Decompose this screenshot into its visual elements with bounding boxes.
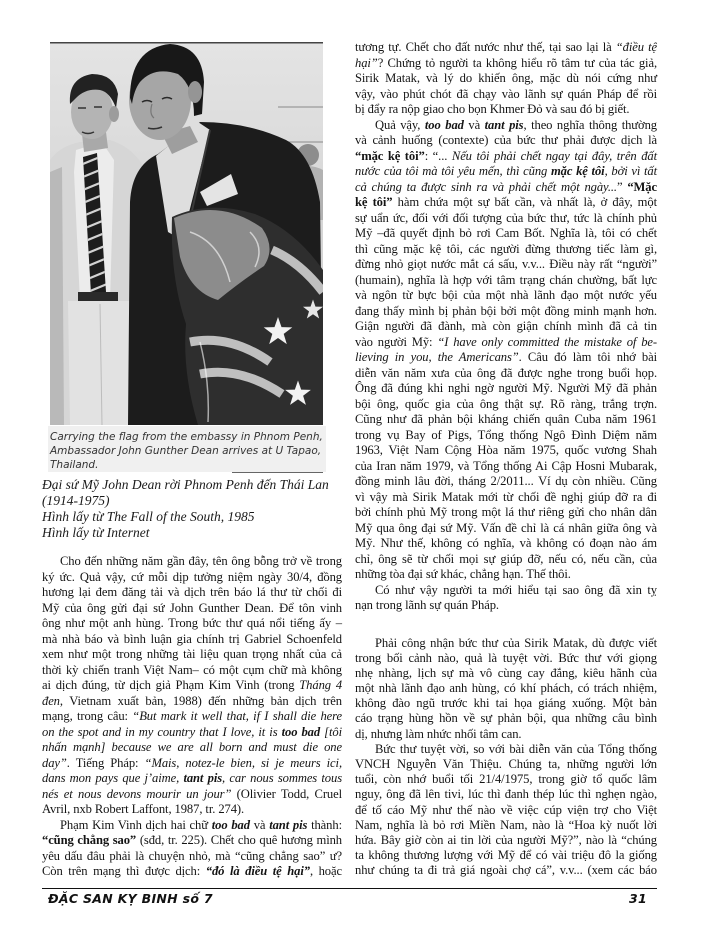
text-line [355, 273, 657, 289]
text-run: dị, nhưng làm nhức nhối tâm can. [355, 726, 522, 741]
text-line [355, 381, 657, 397]
text-run: thời kỳ chiến tranh Việt Nam– có một cụm chữ mà không [42, 662, 342, 677]
credit-line: Hình lấy từ Internet [42, 525, 150, 540]
text-line [355, 803, 657, 818]
text-run: diễn văn năm xưa của ông đã được nghe trong buổi họp. [355, 365, 657, 380]
text-line [42, 663, 342, 679]
text-run: Mỹ. Như thế, không có nghĩa, và không có đoạn nào ám [355, 536, 657, 550]
text-run: nhẹ nhàng, lịch sự mà vô cùng cay đắng, kiêu hãnh của [355, 665, 657, 680]
text-run: Nếu tôi phải chết ngay tại đây, trên đất [451, 148, 657, 163]
text-line [355, 583, 657, 599]
text-run: sự uẩn ức, đối với đối tượng của bức thư, tức là chính phủ [355, 210, 657, 225]
text-run: nés et nous devons mourir un jour” [42, 786, 232, 801]
paragraph [355, 636, 657, 742]
text-run: Còn trên mạng thì được dịch: [42, 864, 206, 878]
text-line [355, 727, 657, 742]
text-run: nạn trong lãnh sự quán Pháp. [355, 598, 499, 612]
text-run: đen [42, 693, 60, 708]
text-run: Phải công nhận bức thư của Sirik Matak, dù được viết [375, 635, 657, 650]
text-run: ” [616, 179, 628, 194]
text-line [355, 71, 657, 87]
text-run: . Tiếng Pháp: [66, 755, 145, 770]
text-run: “Mặc [627, 179, 657, 194]
credit-line: Đại sứ Mỹ John Dean rời Phnom Penh đến Thái Lan [42, 477, 329, 492]
caption-line: Thailand. [50, 459, 99, 471]
text-line [355, 335, 657, 351]
text-line [355, 567, 657, 583]
text-run: Giận người đã đành, mà còn giận chính mình đã cả tin [355, 319, 657, 333]
text-run: mạng, trong câu: [42, 709, 133, 723]
text-run: “I have only committed the mistake of be- [437, 334, 657, 349]
photo-credit [42, 477, 342, 541]
text-line [355, 863, 657, 878]
text-run: Mỹ –đã quyết định bỏ rơi Cam Bốt. Nghĩa là, tôi có chết [355, 226, 657, 240]
text-run: hương lại đem đăng tải và dịch trên báo lá thư từ chối đi [42, 585, 342, 599]
text-run: đừng nhỏ giọt nước mắt cá sấu, v.v... Điều này rất “người” [355, 257, 657, 271]
text-line [355, 536, 657, 552]
paragraph [355, 583, 657, 614]
publication-title: ĐẶC SAN KỴ BINH số 7 [48, 891, 213, 906]
text-run: on the spot and in my country that I love, it is [42, 724, 282, 739]
text-line [355, 211, 657, 227]
text-run: nước của tôi mà tôi yêu mến, thì cũng [355, 164, 551, 178]
text-line [355, 164, 657, 180]
text-run: “But mark it well that, if I shall die here [132, 709, 342, 723]
text-run: mặc kệ tôi [550, 164, 605, 178]
text-line [355, 696, 657, 711]
text-line [355, 552, 657, 568]
text-run: và [463, 117, 485, 132]
text-line [355, 833, 657, 848]
text-run: “điều tệ [615, 40, 657, 54]
text-run: cả chúng ta được sinh ra và phải chết một ngày... [355, 179, 617, 194]
text-line [355, 443, 657, 459]
text-run: vì vậy mà Sirik Matak mới từ chối đề nghị giúp đỡ ra đi [355, 489, 657, 504]
text-line [355, 742, 657, 757]
text-run: ký ức. Quả vậy, cứ mỗi dịp tưởng niệm ngày 30/4, đồng [42, 569, 342, 584]
text-run: : “... [424, 148, 452, 163]
text-line [355, 319, 657, 335]
footer-rule [42, 888, 657, 889]
text-run: Ông đã đúng khi nghi ngờ người Mỹ. Người Mỹ đã phản [355, 381, 657, 395]
text-run: Bức thư tuyệt vời, so với bài diễn văn của Tổng thống [375, 741, 657, 756]
text-run: và ngôn từ bực bội của một nhà lãnh đạo một nước yếu [355, 288, 657, 302]
text-run: nhấn mạnh] because we are all born and must die one [42, 740, 342, 754]
text-run: too bad [281, 724, 321, 739]
credit-line: Hình lấy từ The Fall of the South, 1985 [42, 509, 255, 524]
text-run: ta không thương lượng với Mỹ để có vài triệu đô la giống [355, 848, 657, 863]
text-line [42, 771, 342, 787]
text-line [355, 304, 657, 320]
text-run: trong vụ Bay of Pigs, Tổng thống Ngô Đình Diệm năm [355, 427, 657, 442]
text-run: không đào ngũ trước khi tai họa giáng xuống. Một bản [355, 696, 657, 711]
text-line [355, 257, 657, 273]
text-run: và cảnh huống (contexte) của bức thư phải được dịch là [355, 133, 657, 147]
text-run: day” [42, 755, 67, 770]
text-line [355, 242, 657, 258]
text-run: (sđd, tr. 225). Chết cho quê hương mình [136, 833, 342, 847]
text-run: [tôi [320, 724, 342, 739]
paragraph [42, 818, 342, 880]
text-run: ông như một anh hùng. Trong bức thư quá nổi tiếng ấy – [42, 616, 342, 630]
text-line [42, 632, 342, 648]
text-run: hàm chứa một sự bất cần, và nhất là, ở đây, một [392, 195, 657, 209]
text-line [355, 636, 657, 651]
text-line [355, 651, 657, 666]
caption-line: Carrying the flag from the embassy in Phnom Penh, [50, 431, 323, 443]
text-run: , bởi vì tất [604, 164, 657, 178]
text-line [42, 616, 342, 632]
credit-line: (1914-1975) [42, 493, 110, 508]
text-run: yêu dấu đâu phải là chuyện nhỏ, mà “cũng chẳng sao” ư? [42, 848, 342, 863]
text-line [355, 102, 657, 118]
text-run: vào người Mỹ: [355, 334, 438, 349]
text-run: Cho đến những năm gần đây, tên ông bỗng trở về trong [60, 554, 342, 568]
text-line [42, 787, 342, 803]
text-line [355, 195, 657, 211]
paragraph [355, 118, 657, 583]
text-line [42, 694, 342, 710]
photo-caption [48, 426, 326, 472]
text-line [355, 772, 657, 787]
text-run: (humain), nghĩa là hợp với tâm trạng chán chường, bất lực [355, 272, 657, 287]
text-line [355, 412, 657, 428]
text-run: tant pis [269, 817, 308, 832]
photo-top-border [50, 42, 323, 44]
text-run: như chúng ta đi trả giá ngoài chợ cá”, v.v... (xem các báo [355, 863, 657, 878]
text-line [42, 601, 342, 617]
text-run: (Olivier Todd, Cruel [231, 786, 342, 801]
paragraph [42, 554, 342, 818]
text-line [355, 56, 657, 72]
text-run: cáo trạng hùng hồn về sự phản bội, qua những câu bình [355, 711, 657, 726]
text-line [355, 428, 657, 444]
text-run: đang thấy mình bị phản bội bởi một đồng minh mạnh hơn. [355, 303, 657, 318]
text-run: Quả vậy, [375, 117, 425, 132]
photo [50, 42, 323, 425]
text-run: dans mon pays que j’aime, [42, 771, 184, 785]
text-run: Có như vậy người ta mới hiểu tại sao ông đã xin tỵ [375, 582, 657, 597]
ear [109, 106, 119, 122]
text-run: . Câu đó làm tôi nhớ bài [518, 350, 657, 364]
text-run: hứa. Bây giờ còn ai tin lời của người Mỹ?”, nào là “chúng [355, 832, 657, 847]
text-run: đồng minh lâu đời, tháng 2/2011... Ví dụ còn nhiều. Cũng [355, 474, 657, 488]
text-run: tant pis [484, 117, 524, 132]
text-line [355, 118, 657, 134]
text-run: thì cũng mặc kệ tôi, các người đừng thương tiếc làm gì, [355, 241, 657, 256]
text-run: Avril, nxb Robert Laffont, 1987, tr. 274). [42, 802, 245, 816]
text-run: “Mais, notez-le bien, si je meurs ici, [144, 755, 342, 770]
text-line [355, 87, 657, 103]
text-line [355, 288, 657, 304]
text-line [355, 490, 657, 506]
text-line [355, 505, 657, 521]
text-run: tant pis [183, 771, 223, 785]
text-run: để tố cáo Mỹ như thế nào về việc cúp viện trợ cho Việt [355, 802, 657, 817]
text-line [355, 133, 657, 149]
text-line [42, 849, 342, 865]
text-run: một nhà lãnh đạo anh hùng, có khí phách, có trách nhiệm, [355, 681, 657, 696]
page-number: 31 [629, 891, 647, 906]
text-line [355, 459, 657, 475]
text-run: Sirik Matak, và lý do khiến ông, mặc dù nói cứng như [355, 71, 657, 85]
text-line [355, 681, 657, 696]
text-run: , car nous sommes tous [222, 771, 342, 785]
text-line [355, 366, 657, 382]
text-line [42, 864, 342, 880]
text-line [42, 818, 342, 834]
text-run: Phạm Kim Vinh dịch hai chữ [60, 817, 212, 832]
text-line [355, 180, 657, 196]
text-run: ai dịch đúng, từ dịch giả Phạm Kim Vinh (trong [42, 678, 300, 692]
text-run: tuổi, còn nhớ buổi tối 21/4/1975, trong giờ tổ quốc lâm [355, 772, 657, 787]
text-line [355, 598, 657, 614]
text-run: VNCH Nguyễn Văn Thiệu. Chúng ta, những người lớn [355, 757, 657, 771]
text-run: hại” [355, 55, 378, 70]
text-run: Cũng như đã phản bội kháng chiến quân Cuba năm 1961 [355, 412, 657, 426]
ear [188, 81, 202, 103]
text-run: ? Chứng tỏ người ta không hiểu rõ tâm tư của tác giả, [377, 55, 657, 70]
text-run: xem như một trong những tài liệu quan trọng nhất của cả [42, 647, 342, 661]
text-line [42, 678, 342, 694]
text-line [355, 226, 657, 242]
text-run: , Vietnam xuất bản, 1988) đến những bản dịch trên [59, 693, 342, 708]
text-run: thành: [307, 817, 342, 832]
text-run: , theo nghĩa thông thường [523, 117, 657, 132]
text-line [355, 757, 657, 772]
text-line [42, 709, 342, 725]
text-run: trong bối cảnh nào, quả là tuyệt vời. Bức thư với giọng [355, 650, 657, 665]
text-run: “đó là điều tệ hại” [205, 864, 310, 878]
text-line [42, 554, 342, 570]
text-run: những tòa đại sứ khác, chẳng hạn. Thế thôi. [355, 567, 571, 581]
text-run: mà nhà báo và bình luận gia chính trị Gabriel Schoenfeld [42, 631, 342, 646]
text-run: bị đẩy ra nộp giao cho bọn Khmer Đỏ và sau đó bị giết. [355, 102, 630, 116]
text-line [42, 570, 342, 586]
text-line [355, 521, 657, 537]
text-run: “cũng chẳng sao” [42, 833, 137, 847]
text-line [355, 848, 657, 863]
text-line [42, 740, 342, 756]
article-column-left [42, 554, 342, 880]
text-line [355, 149, 657, 165]
article-column-right [355, 40, 657, 879]
text-run: Mỹ của ông gửi đại sứ John Gunther Dean. Để tôn vinh [42, 600, 342, 615]
text-line [355, 397, 657, 413]
text-run: chỉ, ông sẽ từ chối mọi sự giúp đỡ, nếu có, nếu cần, của [355, 551, 657, 566]
text-run: tương tự. Chết cho đất nước như thế, tại sao lại là [355, 40, 616, 54]
text-run: của Iran năm 1979, và Tổng thống Ai Cập Hosni Mubarak, [355, 458, 657, 473]
text-run: too bad [211, 817, 250, 832]
text-run: kệ tôi” [355, 195, 393, 209]
caption-line: Ambassador John Gunther Dean arrives at U Tapao, [50, 445, 322, 457]
text-line [42, 647, 342, 663]
text-run: nguy, ông đã lên tivi, lúc thì đanh thép lúc thì nghẹn ngào, [355, 787, 657, 802]
belt [78, 292, 118, 301]
text-line [42, 585, 342, 601]
text-run: Tháng 4 [299, 678, 343, 692]
text-run: “mặc kệ tôi” [355, 148, 425, 163]
text-line [42, 833, 342, 849]
text-run: too bad [424, 117, 464, 132]
text-run: lieving in you, the Americans” [355, 350, 519, 364]
text-line [42, 802, 342, 818]
text-line [355, 350, 657, 366]
text-line [42, 725, 342, 741]
caption-rule [232, 472, 323, 473]
text-run: Nam, nghĩa là bỏ rơi Miền Nam, nào là “Hoa kỳ nuốt lời [355, 817, 657, 832]
jacket-shadow [50, 167, 64, 425]
text-run: 1963, Việt Nam Cộng Hòa năm 1975, quốc vương Shah [355, 443, 657, 457]
text-line [355, 818, 657, 833]
text-line [355, 474, 657, 490]
text-run: bởi chính phủ Mỹ trong một lá thư riêng gửi cho nhân dân [355, 505, 657, 519]
text-run: , hoặc [309, 864, 342, 878]
paragraph [355, 742, 657, 879]
text-line [42, 756, 342, 772]
text-line [355, 666, 657, 681]
text-run: bội ông, quốc gia của ông thật sự. Rõ ràng, trắng trợn. [355, 396, 657, 411]
text-line [355, 711, 657, 726]
text-line [355, 40, 657, 56]
text-line [355, 787, 657, 802]
paragraph [355, 40, 657, 118]
text-run: và [249, 817, 270, 832]
text-run: Mỹ qua ông đại sứ Mỹ. Vấn đề chỉ là cá nhân giữa ông và [355, 520, 657, 535]
text-run: vậy, vào phút chót đã chạy vào lãnh sự quán Pháp để rồi [355, 86, 657, 101]
